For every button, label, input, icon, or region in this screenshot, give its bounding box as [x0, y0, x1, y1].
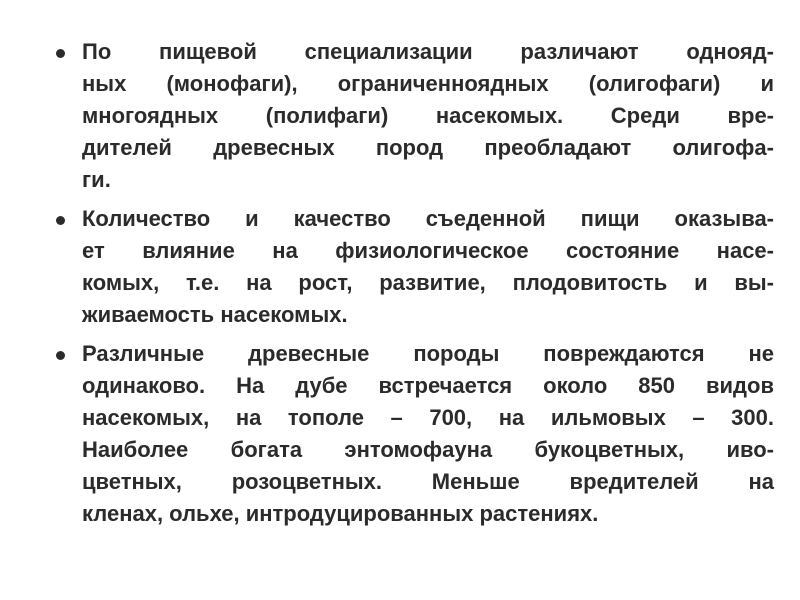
text-line: дителей древесных пород преобладают олигофа-: [82, 135, 774, 160]
text-line: Наиболее богата энтомофауна букоцветных, иво-: [82, 437, 774, 462]
text-line: ет влияние на физиологическое состояние насе-: [82, 238, 774, 263]
bullet-list: [54, 36, 774, 537]
text-line: кленах, ольхе, интродуцированных растениях.: [82, 501, 599, 526]
text-line: ги.: [82, 167, 111, 192]
text-line: живаемость насекомых.: [82, 302, 348, 327]
bullet-dot-icon: [56, 351, 65, 360]
text-line: По пищевой специализации различают однояд-: [82, 39, 774, 64]
text-line: одинаково. На дубе встречается около 850 видов: [82, 373, 774, 398]
bullet-item-tree-species: [54, 338, 774, 530]
text-line: многоядных (полифаги) насекомых. Среди вре-: [82, 103, 774, 128]
bullet-dot-icon: [56, 216, 65, 225]
bullet-item-food-specialization: [54, 36, 774, 196]
text-line: насекомых, на тополе – 700, на ильмовых – 300.: [82, 405, 774, 430]
text-line: комых, т.е. на рост, развитие, плодовитость и вы-: [82, 270, 774, 295]
bullet-item-food-quantity: [54, 203, 774, 331]
bullet-dot-icon: [56, 49, 65, 58]
text-line: Различные древесные породы повреждаются не: [82, 341, 774, 366]
text-line: Количество и качество съеденной пищи оказыва-: [82, 206, 774, 231]
text-line: ных (монофаги), ограниченноядных (олигофаги) и: [82, 71, 774, 96]
text-line: цветных, розоцветных. Меньше вредителей на: [82, 469, 774, 494]
